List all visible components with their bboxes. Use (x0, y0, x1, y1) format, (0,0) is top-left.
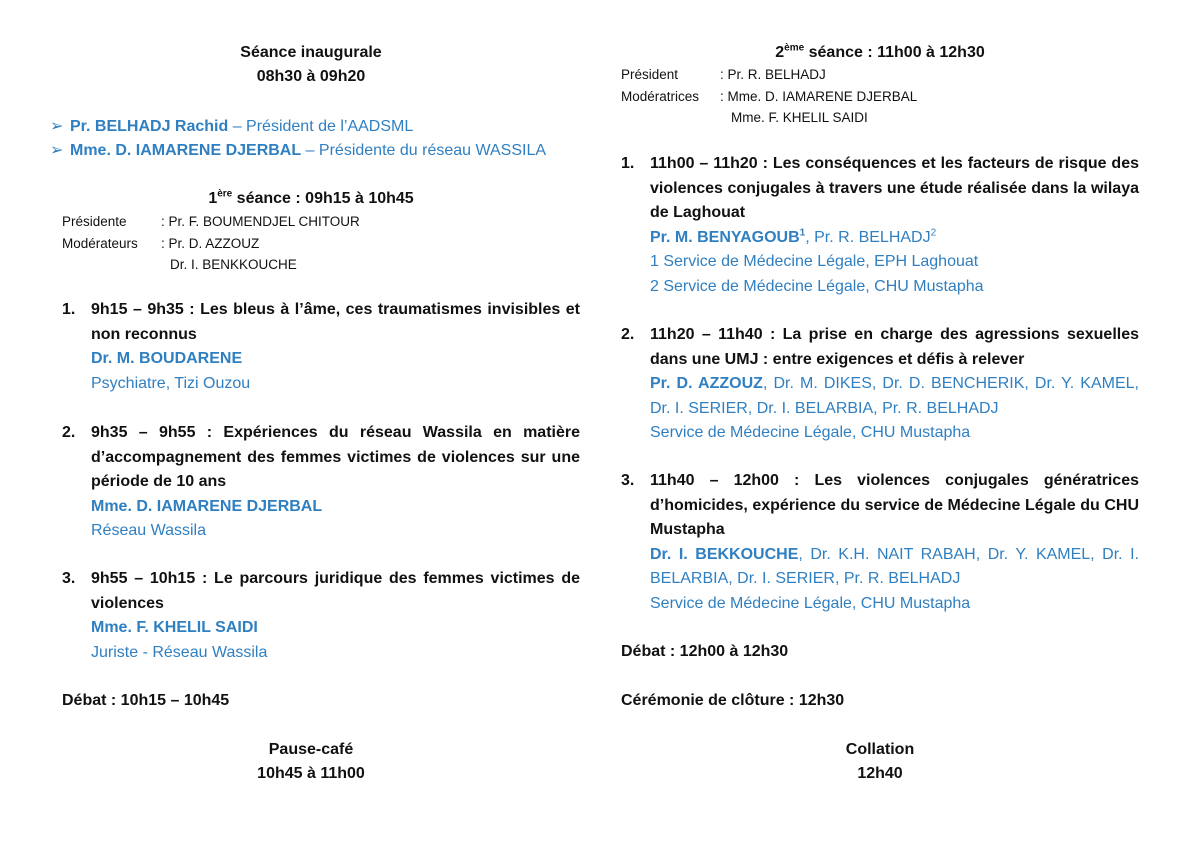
session-number-suffix: ère (217, 188, 233, 200)
closing-ceremony: Cérémonie de clôture : 12h30 (621, 692, 845, 709)
arrow-bullet-icon: ➢ (50, 142, 64, 159)
chair-value: : Pr. R. BELHADJ (720, 67, 826, 82)
session-number: 2 (775, 44, 785, 61)
moderator-2: Dr. I. BENKKOUCHE (170, 257, 297, 272)
speaker-sup: 2 (930, 227, 937, 239)
debate-left: Débat : 10h15 – 10h45 (62, 692, 230, 709)
item-affiliation: Juriste - Réseau Wassila (91, 643, 268, 661)
session2-meta (621, 64, 1141, 129)
collation-block (621, 738, 1139, 786)
chair-label: Président (621, 67, 679, 82)
item-number: 2. (62, 424, 76, 441)
moderator-1: : Mme. D. IAMARENE DJERBAL (720, 88, 918, 104)
item-title: 9h35 – 9h55 : Expériences du réseau Wassila en matière d’accompagnement des femmes victimes de violences sur une période de 10 ans (91, 424, 580, 490)
speaker-role: – Présidente du réseau WASSILA (301, 142, 547, 159)
session1-meta (62, 211, 582, 276)
item-speaker: Mme. D. IAMARENE DJERBAL (91, 497, 323, 515)
item-title: 9h55 – 10h15 : Le parcours juridique des femmes victimes de violences (91, 570, 580, 612)
chair-label: Présidente (62, 214, 127, 229)
item-affiliation-2: 2 Service de Médecine Légale, CHU Mustapha (650, 277, 984, 295)
item-affiliation: Service de Médecine Légale, CHU Mustapha (650, 424, 971, 441)
item-number: 3. (621, 472, 635, 489)
item-other-speakers: , Dr. M. DIKES, Dr. D. BENCHERIK, Dr. Y. KAMEL, Dr. I. SERIER, Dr. I. BELARBIA, Pr. R. BELHADJ (650, 375, 1139, 417)
program-item-left-3 (62, 567, 580, 665)
item-number: 1. (621, 155, 635, 172)
session-number: 1 (208, 190, 218, 207)
item-title: 11h00 – 11h20 : Les conséquences et les facteurs de risque des violences conjugales à travers une étude réalisée dans la wilaya de Laghouat (650, 155, 1139, 221)
item-number: 2. (621, 326, 635, 343)
item-speaker: Dr. M. BOUDARENE (91, 350, 243, 367)
program-item-right-2 (621, 323, 1139, 446)
moderators-label: Modérateurs (62, 235, 138, 251)
session1-header (52, 187, 570, 211)
item-speaker: Mme. F. KHELIL SAIDI (91, 619, 258, 636)
speaker-role: – Président de l’AADSML (228, 118, 414, 135)
collation-time: 12h40 (857, 765, 903, 782)
item-affiliation: Psychiatre, Tizi Ouzou (91, 374, 251, 392)
moderators-label: Modératrices (621, 88, 700, 104)
pause-time: 10h45 à 11h00 (257, 765, 365, 782)
program-item-left-1 (62, 298, 580, 396)
item-number: 1. (62, 301, 76, 318)
item-title: 11h20 – 11h40 : La prise en charge des agressions sexuelles dans une UMJ : entre exigences et défis à relever (650, 326, 1139, 368)
speaker-bullet-1 (50, 115, 413, 139)
item-affiliation-1: 1 Service de Médecine Légale, EPH Laghouat (650, 253, 979, 270)
speaker-sup: 1 (799, 227, 806, 239)
item-title: 9h15 – 9h35 : Les bleus à l’âme, ces traumatismes invisibles et non reconnus (91, 301, 580, 343)
item-number: 3. (62, 570, 76, 587)
moderator-1: : Pr. D. AZZOUZ (161, 235, 260, 251)
debate-right: Débat : 12h00 à 12h30 (621, 643, 789, 660)
session-time: séance : 11h00 à 12h30 (804, 44, 985, 61)
item-speakers (650, 226, 1139, 251)
chair-value: : Pr. F. BOUMENDJEL CHITOUR (161, 214, 360, 229)
session-time: séance : 09h15 à 10h45 (232, 190, 414, 207)
inaugural-title: Séance inaugurale (240, 44, 382, 61)
item-other-speakers: , Pr. R. BELHADJ (805, 228, 931, 246)
collation-title: Collation (845, 741, 915, 758)
program-item-left-2 (62, 421, 580, 544)
arrow-bullet-icon: ➢ (50, 118, 64, 135)
item-speakers (650, 543, 1139, 592)
session-number-suffix: ème (784, 42, 805, 54)
speaker-name: Pr. BELHADJ Rachid (70, 118, 229, 135)
item-affiliation: Réseau Wassila (91, 522, 207, 539)
pause-block (52, 738, 570, 786)
speaker-name: Mme. D. IAMARENE DJERBAL (70, 142, 302, 159)
item-lead-speaker: Pr. M. BENYAGOUB (650, 228, 800, 246)
item-affiliation: Service de Médecine Légale, CHU Mustapha (650, 594, 971, 612)
item-lead-speaker: Dr. I. BEKKOUCHE (650, 545, 799, 563)
session2-header (621, 41, 1139, 65)
item-lead-speaker: Pr. D. AZZOUZ (650, 375, 763, 392)
moderator-2: Mme. F. KHELIL SAIDI (731, 110, 868, 125)
inaugural-time: 08h30 à 09h20 (256, 68, 366, 85)
program-item-right-3 (621, 469, 1139, 616)
item-speakers (650, 372, 1139, 421)
speaker-bullet-2 (50, 139, 546, 163)
program-item-right-1 (621, 152, 1139, 299)
pause-title: Pause-café (268, 741, 354, 758)
item-other-speakers: , Dr. K.H. NAIT RABAH, Dr. Y. KAMEL, Dr. I. BELARBIA, Dr. I. SERIER, Pr. R. BELHADJ (650, 545, 1139, 587)
item-title: 11h40 – 12h00 : Les violences conjugales génératrices d’homicides, expérience du service de Médecine Légale du CHU Mustapha (650, 472, 1139, 538)
inaugural-session-header (52, 41, 570, 89)
